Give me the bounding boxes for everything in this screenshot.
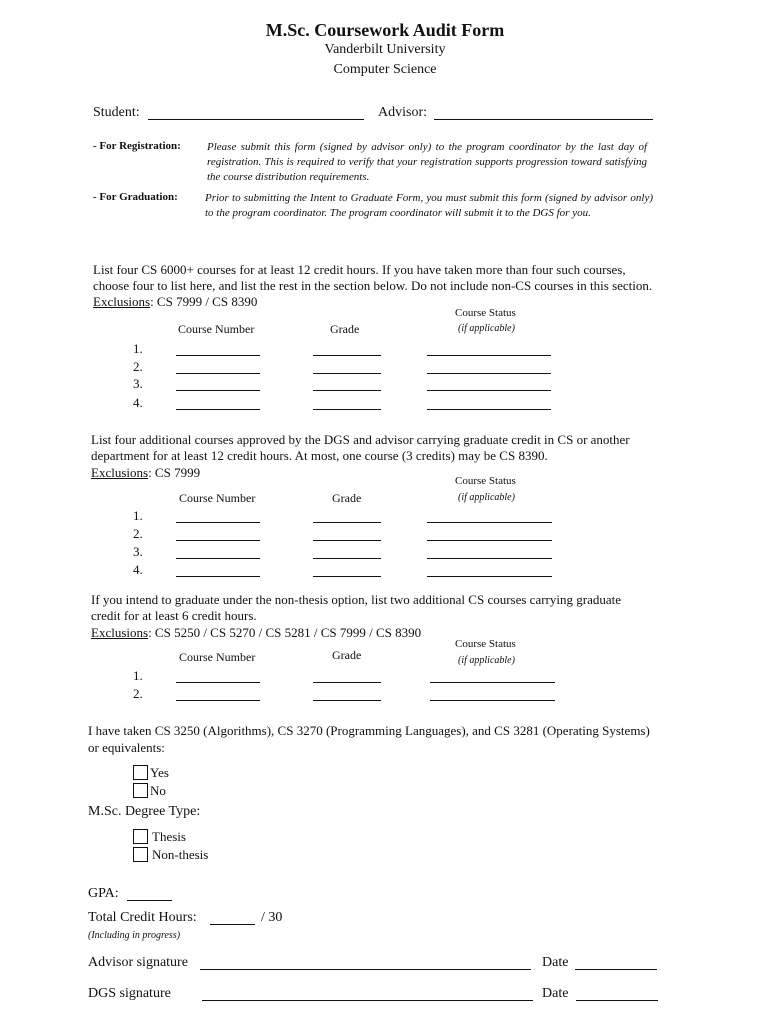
col-status-note: (if applicable): [458, 492, 515, 503]
student-name-field[interactable]: [148, 119, 364, 120]
course-status-field[interactable]: [430, 682, 555, 683]
grade-field[interactable]: [313, 390, 381, 391]
yes-checkbox[interactable]: [133, 765, 148, 780]
grade-field[interactable]: [313, 540, 381, 541]
dgs-date-field[interactable]: [576, 1000, 658, 1001]
course-number-field[interactable]: [176, 576, 260, 577]
exclusions-list: : CS 5250 / CS 5270 / CS 5281 / CS 7999 / CS 8390: [148, 625, 422, 640]
registration-lead: - For Registration:: [93, 140, 181, 152]
course-number-field[interactable]: [176, 355, 260, 356]
course-status-field[interactable]: [430, 700, 555, 701]
section2-exclusions: [91, 465, 200, 481]
exclusions-label: Exclusions: [93, 294, 151, 309]
no-label: No: [150, 783, 166, 798]
section2-line2: department for at least 12 credit hours. At most, one course (3 credits) may be CS 8390.: [91, 448, 548, 463]
thesis-label: Thesis: [152, 829, 186, 844]
course-status-field[interactable]: [427, 522, 552, 523]
row-number: 2.: [133, 686, 143, 701]
col-grade-header: Grade: [330, 322, 360, 336]
prereq-line2: or equivalents:: [88, 740, 165, 755]
course-status-field[interactable]: [427, 576, 552, 577]
degree-type-label: M.Sc. Degree Type:: [88, 804, 201, 819]
exclusions-label: Exclusions: [91, 465, 149, 480]
form-title: M.Sc. Coursework Audit Form: [265, 20, 505, 40]
course-number-field[interactable]: [176, 682, 260, 683]
graduation-instructions: Prior to submitting the Intent to Graduate Form, you must submit this form (signed by advisor only) to the program coordinator. The program coordinator will submit it to the DGS for you.: [205, 192, 653, 219]
course-status-field[interactable]: [427, 373, 551, 374]
col-grade-header: Grade: [332, 491, 362, 505]
advisor-date-label: Date: [542, 955, 569, 970]
grade-field[interactable]: [313, 522, 381, 523]
credit-hours-field[interactable]: [210, 924, 255, 925]
grade-field[interactable]: [313, 355, 381, 356]
grade-field[interactable]: [313, 373, 381, 374]
row-number: 4.: [133, 562, 143, 577]
col-course-header: Course Number: [179, 491, 256, 505]
course-number-field[interactable]: [176, 373, 260, 374]
row-number: 4.: [133, 395, 143, 410]
col-status-note: (if applicable): [458, 655, 515, 666]
row-number: 1.: [133, 508, 143, 523]
prereq-line1: I have taken CS 3250 (Algorithms), CS 3270 (Programming Languages), and CS 3281 (Operating Systems): [88, 723, 650, 738]
dgs-signature-label: DGS signature: [88, 986, 171, 1001]
grade-field[interactable]: [313, 682, 381, 683]
gpa-field[interactable]: [127, 900, 172, 901]
col-course-header: Course Number: [179, 650, 256, 664]
gpa-label: GPA:: [88, 886, 119, 901]
row-number: 2.: [133, 526, 143, 541]
col-status-header: Course Status: [455, 475, 516, 487]
course-status-field[interactable]: [427, 390, 551, 391]
course-number-field[interactable]: [176, 700, 260, 701]
credit-hours-note: (Including in progress): [88, 930, 181, 941]
row-number: 3.: [133, 544, 143, 559]
student-label: Student:: [93, 105, 140, 120]
section1-line2: choose four to list here, and list the rest in the section below. Do not include non-CS courses in this section.: [93, 278, 653, 293]
advisor-name-field[interactable]: [434, 119, 653, 120]
advisor-signature-field[interactable]: [200, 969, 531, 970]
course-number-field[interactable]: [176, 558, 260, 559]
col-status-header: Course Status: [455, 307, 516, 319]
col-grade-header: Grade: [332, 648, 362, 662]
exclusions-list: : CS 7999: [148, 465, 201, 480]
no-checkbox[interactable]: [133, 783, 148, 798]
section3-exclusions: [91, 625, 421, 641]
row-number: 2.: [133, 359, 143, 374]
registration-instructions: Please submit this form (signed by advisor only) to the program coordinator by the last day of registration. This is required to verify that your registration supports progression toward satisfying the course distribution requirements.: [207, 141, 647, 183]
course-status-field[interactable]: [427, 409, 551, 410]
section1-exclusions: [93, 294, 257, 310]
yes-label: Yes: [150, 765, 169, 780]
course-status-field[interactable]: [427, 355, 551, 356]
section1-line1: List four CS 6000+ courses for at least 12 credit hours. If you have taken more than four such courses,: [93, 262, 626, 277]
advisor-label: Advisor:: [378, 105, 427, 120]
row-number: 3.: [133, 376, 143, 391]
row-number: 1.: [133, 668, 143, 683]
dgs-date-label: Date: [542, 986, 569, 1001]
dgs-signature-field[interactable]: [202, 1000, 533, 1001]
graduation-lead: - For Graduation:: [93, 191, 178, 203]
advisor-date-field[interactable]: [575, 969, 657, 970]
exclusions-list: : CS 7999 / CS 8390: [150, 294, 258, 309]
section2-line1: List four additional courses approved by the DGS and advisor carrying graduate credit in CS or another: [91, 432, 630, 447]
col-status-header: Course Status: [455, 638, 516, 650]
thesis-checkbox[interactable]: [133, 829, 148, 844]
course-number-field[interactable]: [176, 390, 260, 391]
credit-hours-max: / 30: [261, 910, 283, 925]
grade-field[interactable]: [313, 558, 381, 559]
row-number: 1.: [133, 341, 143, 356]
course-number-field[interactable]: [176, 522, 260, 523]
non-thesis-label: Non-thesis: [152, 847, 209, 862]
total-credit-hours-label: Total Credit Hours:: [88, 910, 197, 925]
grade-field[interactable]: [313, 700, 381, 701]
department-name: Computer Science: [333, 62, 437, 77]
course-number-field[interactable]: [176, 409, 260, 410]
course-status-field[interactable]: [427, 540, 552, 541]
grade-field[interactable]: [313, 409, 381, 410]
course-number-field[interactable]: [176, 540, 260, 541]
col-status-note: (if applicable): [458, 323, 515, 334]
section3-line2: credit for at least 6 credit hours.: [91, 608, 257, 623]
university-name: Vanderbilt University: [324, 42, 446, 57]
non-thesis-checkbox[interactable]: [133, 847, 148, 862]
section3-line1: If you intend to graduate under the non-thesis option, list two additional CS courses carrying graduate: [91, 592, 621, 607]
advisor-signature-label: Advisor signature: [88, 955, 188, 970]
exclusions-label: Exclusions: [91, 625, 149, 640]
course-status-field[interactable]: [427, 558, 552, 559]
grade-field[interactable]: [313, 576, 381, 577]
col-course-header: Course Number: [178, 322, 255, 336]
